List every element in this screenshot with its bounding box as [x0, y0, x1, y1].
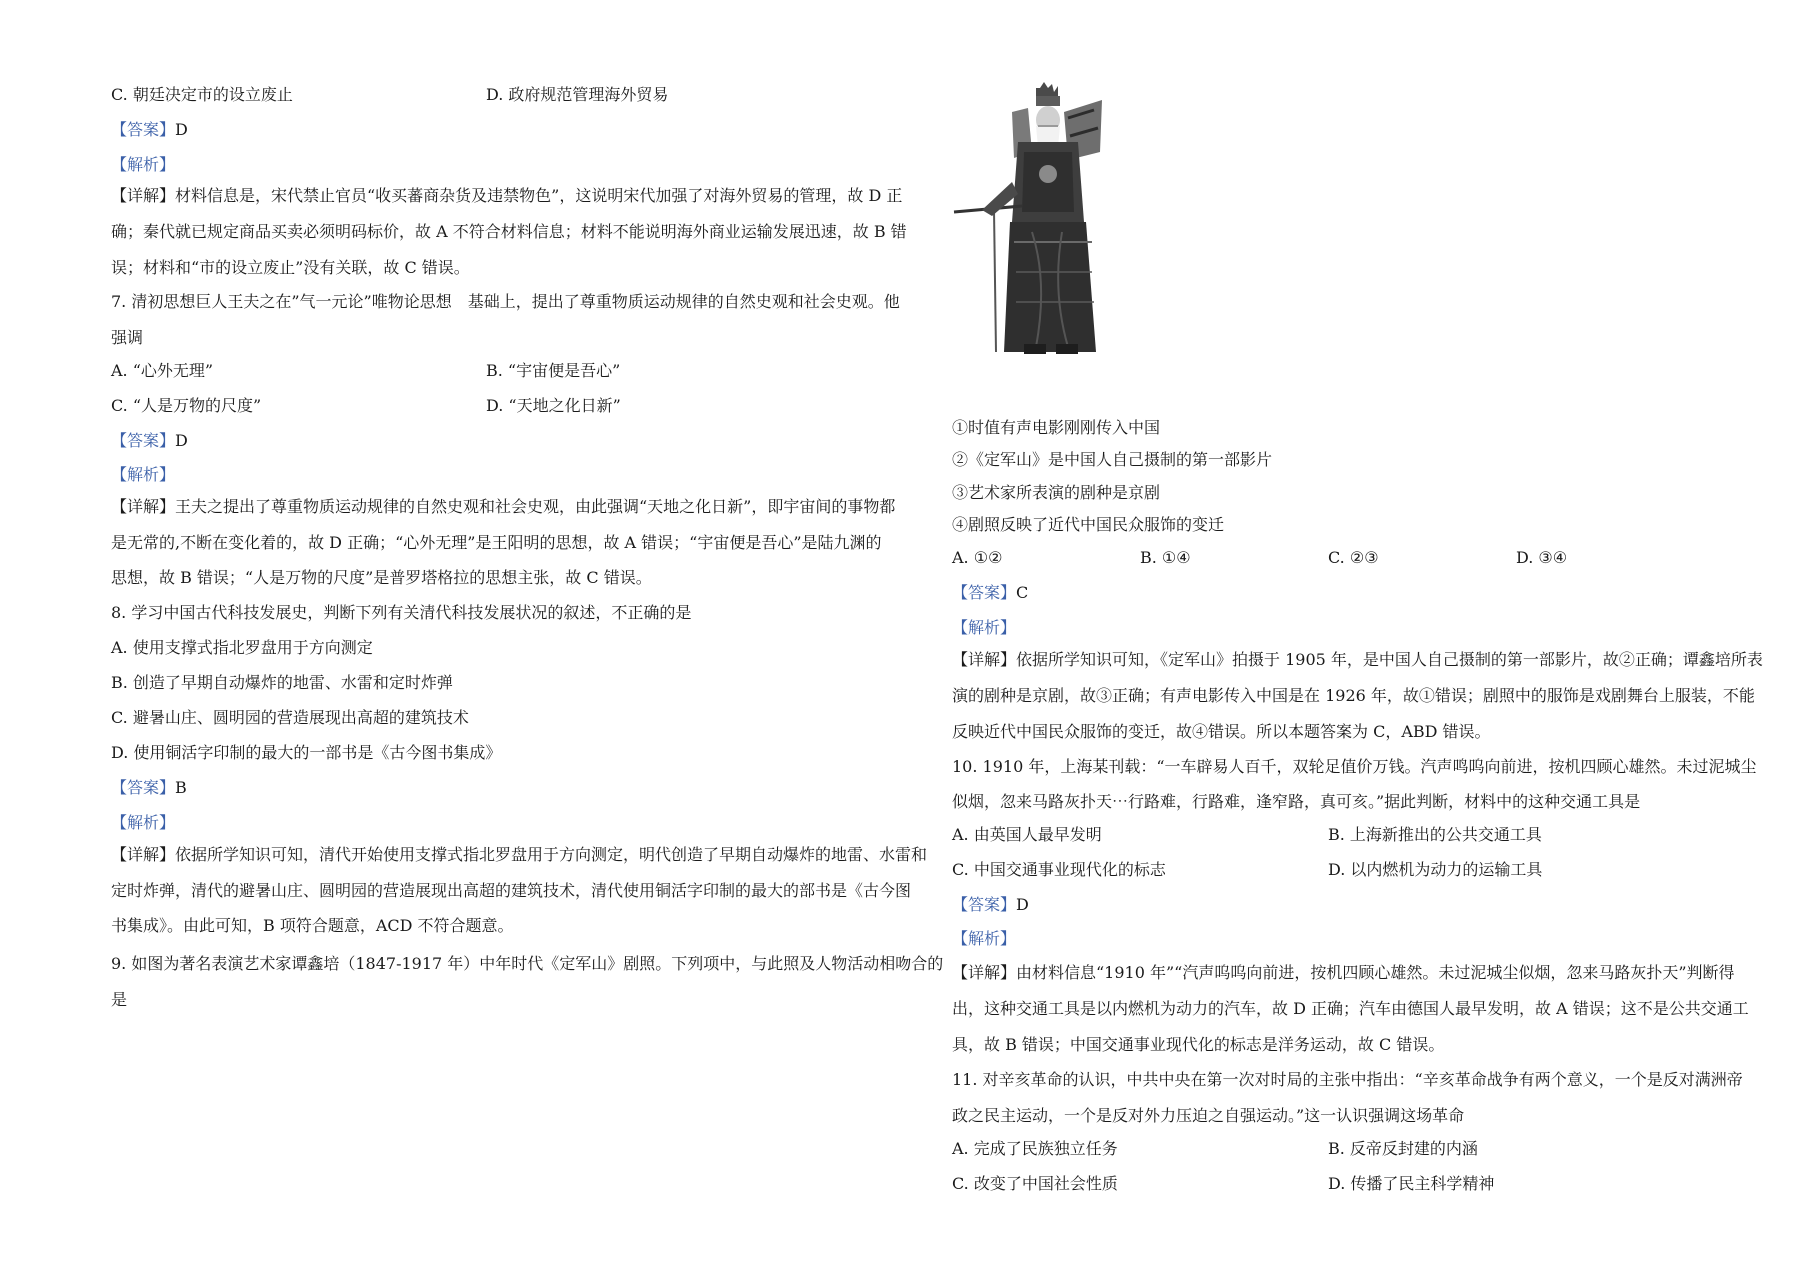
q10-detail-line: 【详解】由材料信息“1910 年”“汽声呜呜向前进，按机四顾心雄然。未过泥城尘似烟，忽来马路灰扑天”判断得: [952, 963, 1735, 982]
q10-analysis-tag: 【解析】: [952, 929, 1017, 948]
answer-value: D: [175, 120, 188, 139]
q8-detail-line: 书集成》。由此可知，B 项符合题意，ACD 不符合题意。: [111, 916, 514, 935]
q9-detail-line: 反映近代中国民众服饰的变迁，故④错误。所以本题答案为 C，ABD 错误。: [952, 722, 1491, 741]
q9-stem-line: 是: [111, 990, 128, 1009]
q9-option-b: B. ①④: [1140, 548, 1191, 567]
q11-option-a: A. 完成了民族独立任务: [952, 1139, 1118, 1158]
q6-detail-line: 确；秦代就已规定商品买卖必须明码标价，故 A 不符合材料信息；材料不能说明海外商业运输发展迅速，故 B 错: [111, 222, 907, 241]
answer-tag: 【答案】: [952, 583, 1017, 602]
q7-option-d: D. “天地之化日新”: [486, 396, 621, 415]
q6-analysis-tag: 【解析】: [111, 155, 176, 174]
q11-option-c: C. 改变了中国社会性质: [952, 1174, 1118, 1193]
q8-option-d: D. 使用铜活字印制的最大的一部书是《古今图书集成》: [111, 743, 502, 762]
q9-detail-line: 演的剧种是京剧，故③正确；有声电影传入中国是在 1926 年，故①错误；剧照中的服饰是戏剧舞台上服装，不能: [952, 686, 1755, 705]
q8-detail-line: 【详解】依据所学知识可知，清代开始使用支撑式指北罗盘用于方向测定，明代创造了早期自动爆炸的地雷、水雷和: [111, 845, 928, 864]
q8-option-a: A. 使用支撑式指北罗盘用于方向测定: [111, 638, 373, 657]
q10-stem-line: 10. 1910 年，上海某刊载：“一车辟易人百千，双轮足值价万钱。汽声鸣呜向前进，按机四顾心雄然。未过泥城尘: [952, 757, 1757, 776]
q6-option-c: C. 朝廷决定市的设立废止: [111, 85, 293, 104]
answer-value: B: [175, 778, 187, 797]
q6-option-d: D. 政府规范管理海外贸易: [486, 85, 669, 104]
q7-option-c: C. “人是万物的尺度”: [111, 396, 262, 415]
opera-actor-photo: [952, 82, 1112, 357]
answer-tag: 【答案】: [111, 431, 176, 450]
q7-detail-line: 思想，故 B 错误；“人是万物的尺度”是普罗塔格拉的思想主张，故 C 错误。: [111, 568, 652, 587]
q9-analysis-tag: 【解析】: [952, 618, 1017, 637]
q9-option-a: A. ①②: [952, 548, 1003, 567]
q6-detail-line: 误；材料和“市的设立废止”没有关联，故 C 错误。: [111, 258, 470, 277]
q9-statement-2: ②《定军山》是中国人自己摄制的第一部影片: [952, 450, 1273, 469]
q10-detail-line: 具，故 B 错误；中国交通事业现代化的标志是洋务运动，故 C 错误。: [952, 1035, 1445, 1054]
q8-detail-line: 定时炸弹，清代的避暑山庄、圆明园的营造展现出高超的建筑技术，清代使用铜活字印制的最大的部书是《古今图: [111, 881, 912, 900]
q9-statement-4: ④剧照反映了近代中国民众服饰的变迁: [952, 515, 1225, 534]
q10-stem-line: 似烟，忽来马路灰扑天⋯行路难，行路难，逢窄路，真可亥。”据此判断，材料中的这种交通工具是: [952, 792, 1641, 811]
q11-option-b: B. 反帝反封建的内涵: [1328, 1139, 1478, 1158]
q9-option-c: C. ②③: [1328, 548, 1379, 567]
q7-analysis-tag: 【解析】: [111, 465, 176, 484]
q7-detail-line: 是无常的,不断在变化着的，故 D 正确；“心外无理”是王阳明的思想，故 A 错误；“宇宙便是吾心”是陆九渊的: [111, 533, 882, 552]
answer-value: C: [1016, 583, 1029, 602]
q9-stem-line: 9. 如图为著名表演艺术家谭鑫培（1847-1917 年）中年时代《定军山》剧照。下列项中，与此照及人物活动相吻合的: [111, 954, 944, 973]
q7-stem-line: 7. 清初思想巨人王夫之在”气一元论”唯物论思想 基础上，提出了尊重物质运动规律的自然史观和社会史观。他: [111, 292, 900, 311]
q7-stem-line: 强调: [111, 328, 144, 347]
answer-tag: 【答案】: [952, 895, 1017, 914]
q10-answer: [952, 895, 1029, 915]
q11-option-d: D. 传播了民主科学精神: [1328, 1174, 1495, 1193]
answer-tag: 【答案】: [111, 120, 176, 139]
q10-option-d: D. 以内燃机为动力的运输工具: [1328, 860, 1543, 879]
q7-detail-line: 【详解】王夫之提出了尊重物质运动规律的自然史观和社会史观，由此强调“天地之化日新”，即宇宙间的事物都: [111, 497, 896, 516]
q8-option-b: B. 创造了早期自动爆炸的地雷、水雷和定时炸弹: [111, 673, 453, 692]
q8-analysis-tag: 【解析】: [111, 813, 176, 832]
q6-detail-line: 【详解】材料信息是，宋代禁止官员“收买蕃商杂货及违禁物色”，这说明宋代加强了对海外贸易的管理，故 D 正: [111, 186, 903, 205]
q9-statement-1: ①时值有声电影刚刚传入中国: [952, 418, 1161, 437]
q11-stem-line: 11. 对辛亥革命的认识，中共中央在第一次对时局的主张中指出：“辛亥革命战争有两个意义，一个是反对满洲帝: [952, 1070, 1743, 1089]
q7-answer: [111, 431, 188, 451]
answer-tag: 【答案】: [111, 778, 176, 797]
q8-stem: 8. 学习中国古代科技发展史，判断下列有关清代科技发展状况的叙述，不正确的是: [111, 603, 692, 622]
answer-value: D: [1016, 895, 1029, 914]
answer-value: D: [175, 431, 188, 450]
q7-option-a: A. “心外无理”: [111, 361, 214, 380]
q10-option-a: A. 由英国人最早发明: [952, 825, 1102, 844]
q10-option-b: B. 上海新推出的公共交通工具: [1328, 825, 1542, 844]
q8-option-c: C. 避暑山庄、圆明园的营造展现出高超的建筑技术: [111, 708, 469, 727]
q10-option-c: C. 中国交通事业现代化的标志: [952, 860, 1166, 879]
q9-option-d: D. ③④: [1516, 548, 1568, 567]
q8-answer: [111, 778, 187, 798]
q9-detail-line: 【详解】依据所学知识可知，《定军山》拍摄于 1905 年，是中国人自己摄制的第一部影片，故②正确；谭鑫培所表: [952, 650, 1763, 669]
q11-stem-line: 政之民主运动，一个是反对外力压迫之自强运动。”这一认识强调这场革命: [952, 1106, 1465, 1125]
q10-detail-line: 出，这种交通工具是以内燃机为动力的汽车，故 D 正确；汽车由德国人最早发明，故 A 错误；这不是公共交通工: [952, 999, 1749, 1018]
q6-answer: [111, 120, 188, 140]
q9-answer: [952, 583, 1028, 603]
q7-option-b: B. “宇宙便是吾心”: [486, 361, 621, 380]
q9-statement-3: ③艺术家所表演的剧种是京剧: [952, 483, 1161, 502]
